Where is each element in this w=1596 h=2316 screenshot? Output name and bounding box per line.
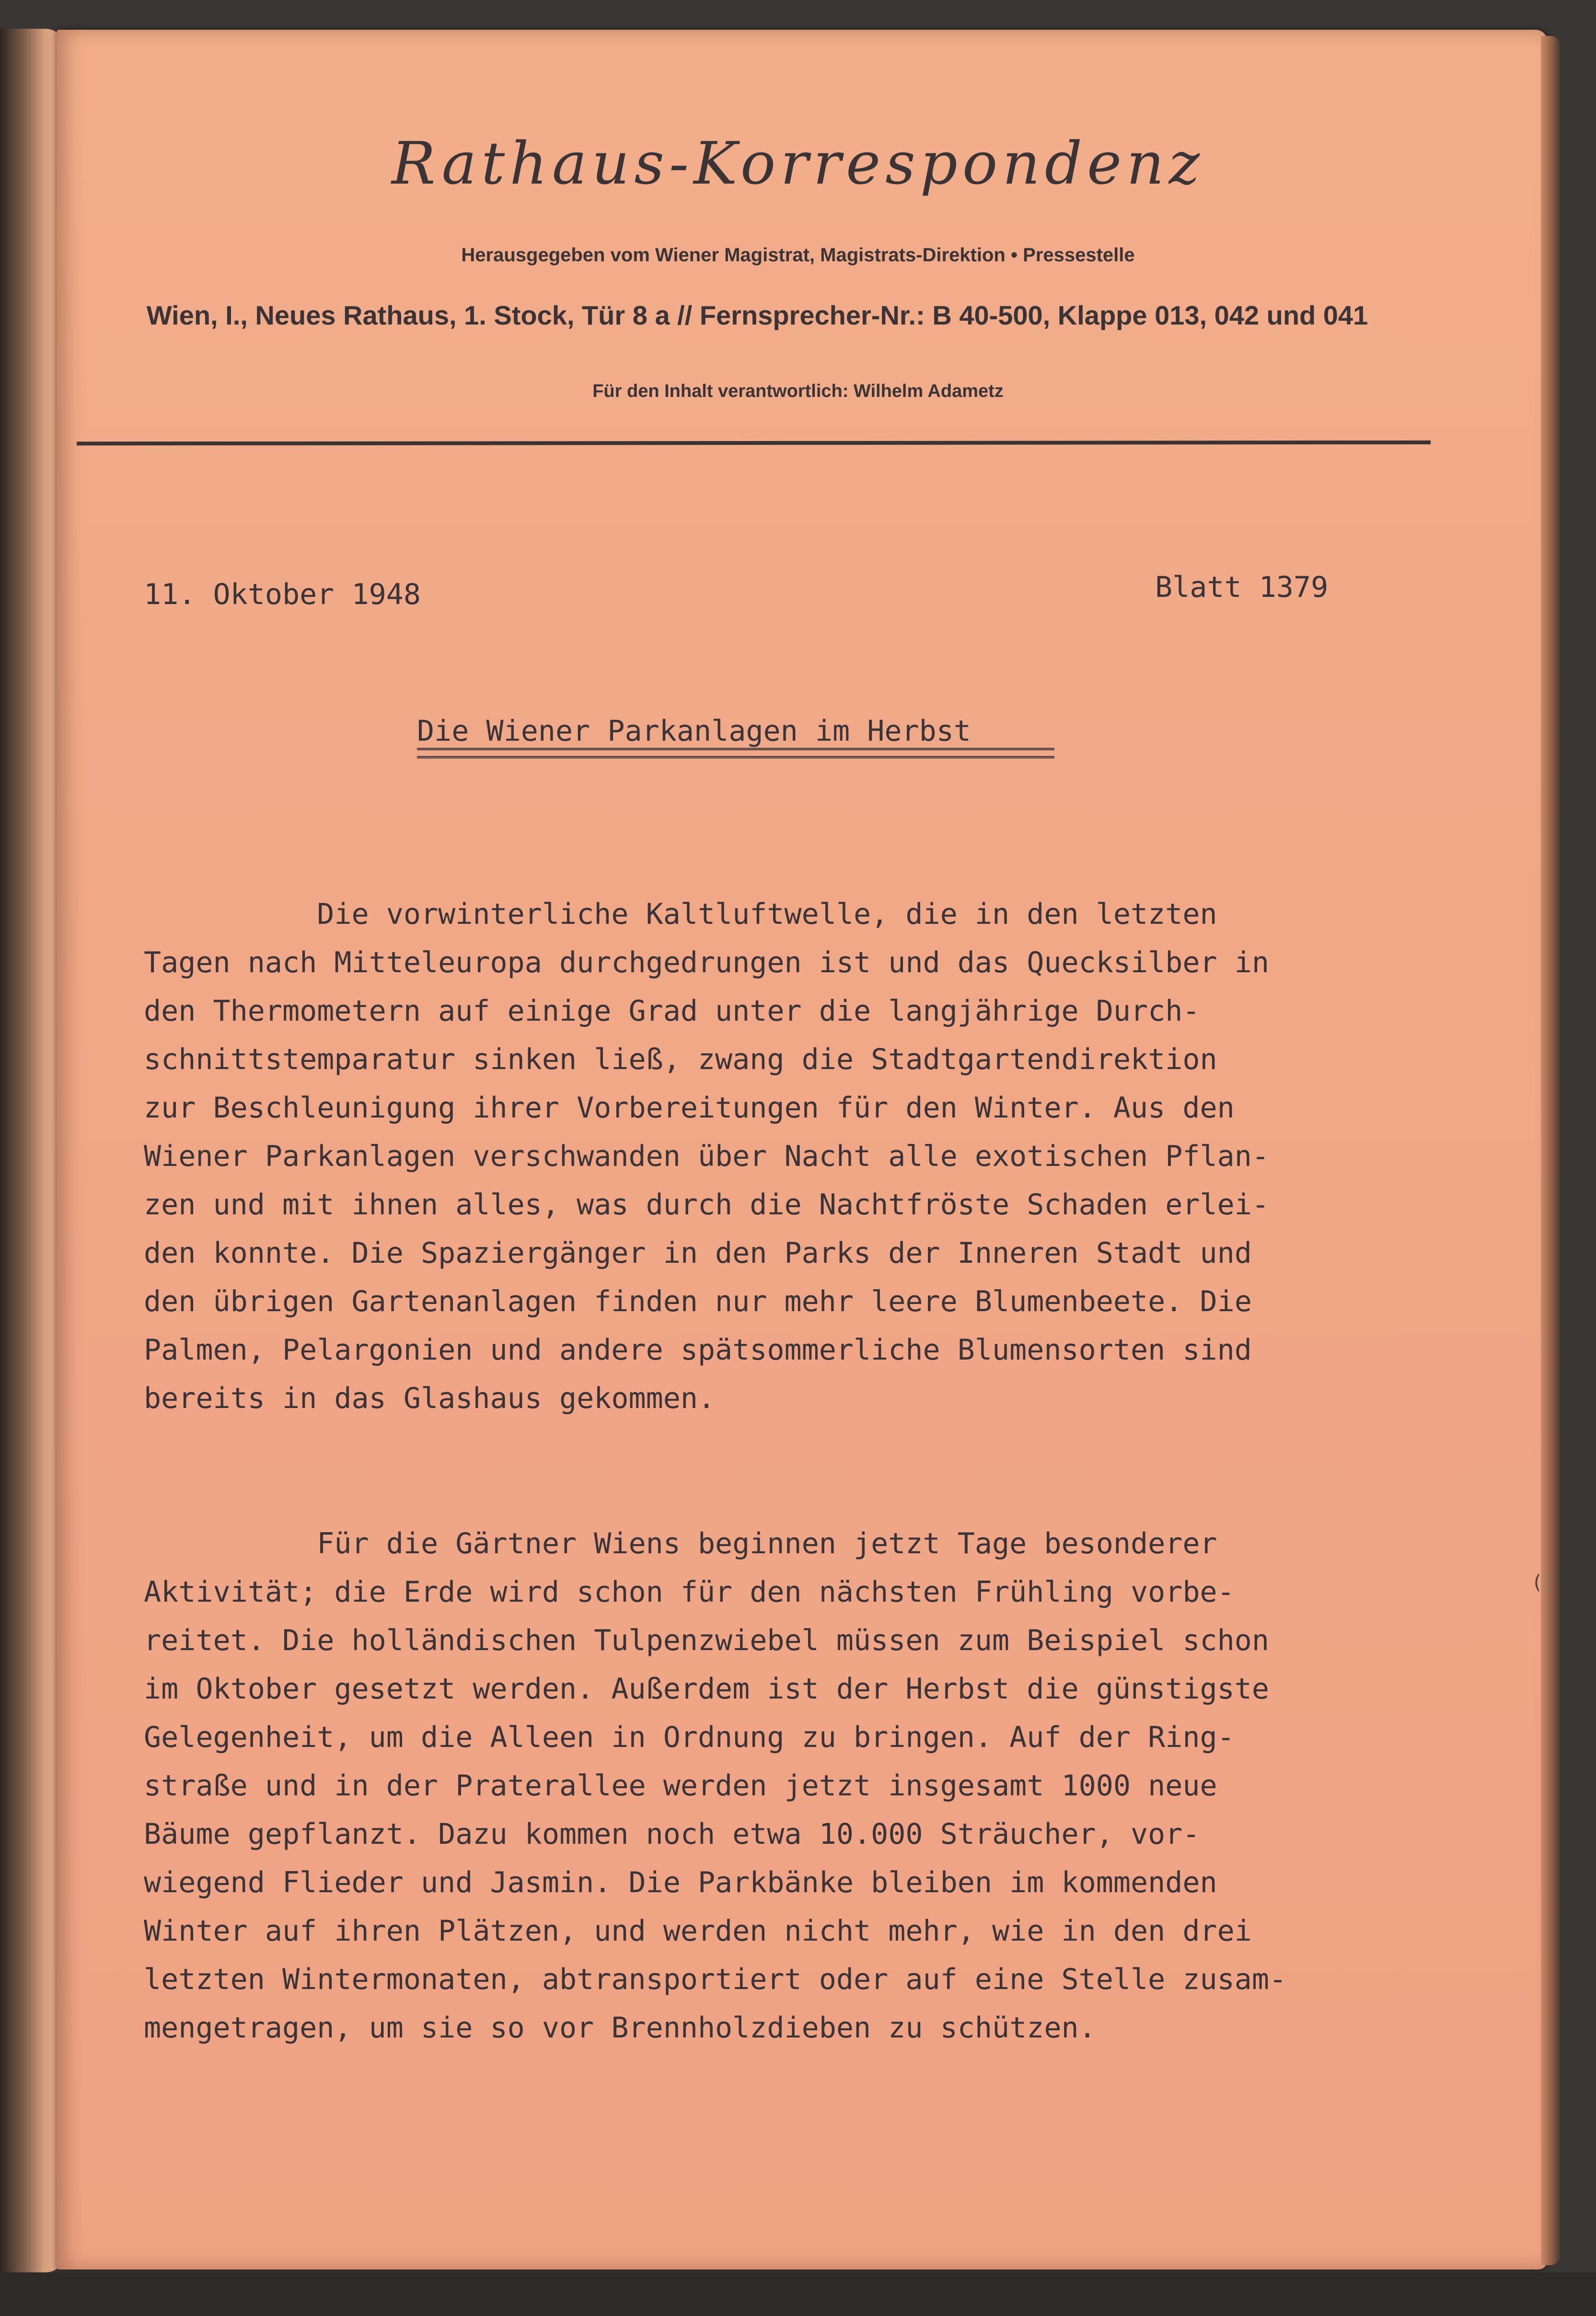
- document-date: 11. Oktober 1948: [144, 578, 421, 611]
- masthead-responsible: Für den Inhalt verantwortlich: Wilhelm Adametz: [592, 381, 1004, 401]
- article-headline: Die Wiener Parkanlagen im Herbst: [417, 714, 971, 748]
- margin-mark: (: [1531, 1571, 1543, 1594]
- page-edge: [1541, 36, 1560, 2265]
- article-paragraph: Die vorwinterliche Kaltluftwelle, die in den letzten Tagen nach Mitteleuropa durchgedrungen ist und das Quecksilber in den Thermometern auf einige Grad unter die langjährige Durch- schnittstemparatur sinken ließ, zwang die Stadtgartendirektion zur Beschleunigung ihrer Vorbereitungen für den Winter. Aus den Wiener Parkanlagen verschwanden über Nacht alle exotischen Pflan- zen und mit ihnen alles, was durch die Nachtfröste Schaden erlei- den konnte. Die Spaziergänger in den Parks der Inneren Stadt und den übrigen Gartenanlagen finden nur mehr leere Blumenbeete. Die Palmen, Pelargonien und andere spätsommerliche Blumensorten sind bereits in das Glashaus gekommen.: [144, 897, 1269, 1415]
- background-strip: [0, 2272, 1596, 2316]
- masthead-title: Rathaus-Korrespondenz: [391, 129, 1205, 198]
- sheet-number: Blatt 1379: [1155, 570, 1329, 604]
- article-paragraph: Für die Gärtner Wiens beginnen jetzt Tage besonderer Aktivität; die Erde wird schon für den nächsten Frühling vorbe- reitet. Die holländischen Tulpenzwiebel müssen zum Beispiel schon im Oktober gesetzt werden. Außerdem ist der Herbst die günstigste Gelegenheit, um die Alleen in Ordnung zu bringen. Auf der Ring- straße und in der Praterallee werden jetzt insgesamt 1000 neue Bäume gepflanzt. Dazu kommen noch etwa 10.000 Sträucher, vor- wiegend Flieder und Jasmin. Die Parkbänke bleiben im kommenden Winter auf ihren Plätzen, und werden nicht mehr, wie in den drei letzten Wintermonaten, abtransportiert oder auf eine Stelle zusam- mengetragen, um sie so vor Brennholzdieben zu schützen.: [144, 1527, 1287, 2045]
- book-spine: [0, 29, 65, 2272]
- masthead-publisher: Herausgegeben vom Wiener Magistrat, Magistrats-Direktion • Pressestelle: [461, 244, 1135, 266]
- article-body: [144, 793, 1467, 2101]
- masthead-address: Wien, I., Neues Rathaus, 1. Stock, Tür 8 a // Fernsprecher-Nr.: B 40-500, Klappe 013, 042 und 041: [146, 300, 1368, 330]
- headline-underline: [417, 748, 1054, 758]
